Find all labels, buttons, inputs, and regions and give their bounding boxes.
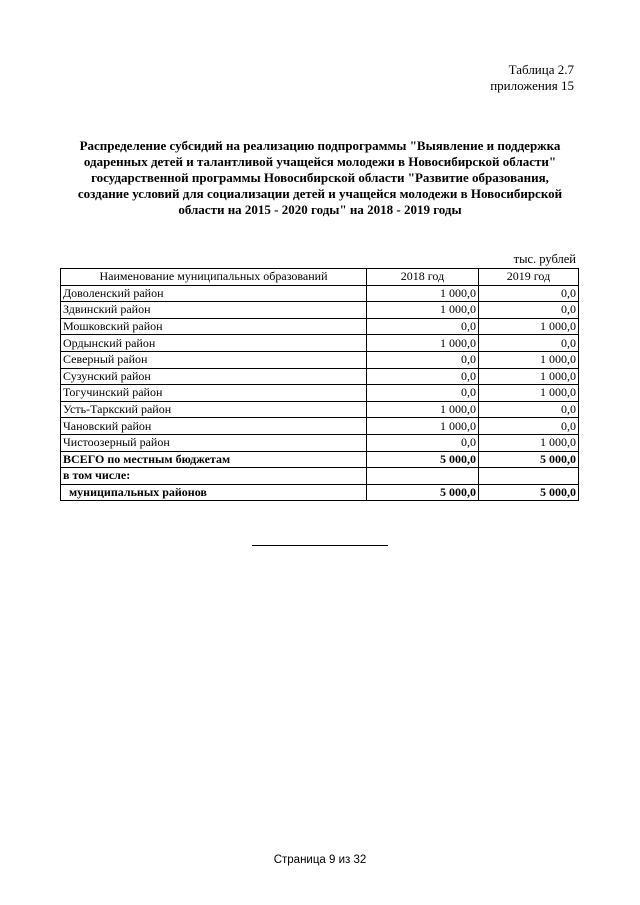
table-row bbox=[61, 351, 579, 368]
appendix-number: приложения 15 bbox=[490, 78, 574, 93]
value-2018: 0,0 bbox=[367, 351, 479, 368]
value-2018: 1 000,0 bbox=[367, 335, 479, 352]
value-2018: 1 000,0 bbox=[367, 401, 479, 418]
total-label: ВСЕГО по местным бюджетам bbox=[61, 451, 367, 468]
value-2018: 0,0 bbox=[367, 318, 479, 335]
table-row bbox=[61, 285, 579, 302]
column-header-2019: 2019 год bbox=[479, 269, 579, 286]
value-2019: 1 000,0 bbox=[479, 318, 579, 335]
subsidy-table bbox=[60, 268, 579, 501]
including-empty-2018 bbox=[367, 468, 479, 485]
page-number: Страница 9 из 32 bbox=[273, 854, 367, 866]
table-row bbox=[61, 368, 579, 385]
table-row bbox=[61, 401, 579, 418]
value-2019: 0,0 bbox=[479, 302, 579, 319]
table-header-row bbox=[61, 269, 579, 286]
value-2019: 0,0 bbox=[479, 285, 579, 302]
including-empty-2019 bbox=[479, 468, 579, 485]
divider-line bbox=[252, 545, 388, 546]
value-2018: 1 000,0 bbox=[367, 418, 479, 435]
table-row bbox=[61, 335, 579, 352]
table-row bbox=[61, 318, 579, 335]
value-2019: 1 000,0 bbox=[479, 434, 579, 451]
municipal-districts-label: муниципальных районов bbox=[61, 484, 367, 501]
municipal-districts-row bbox=[61, 484, 579, 501]
table-row bbox=[61, 385, 579, 402]
value-2018: 0,0 bbox=[367, 385, 479, 402]
value-2019: 1 000,0 bbox=[479, 385, 579, 402]
value-2019: 1 000,0 bbox=[479, 368, 579, 385]
municipality-name: Доволенский район bbox=[61, 285, 367, 302]
municipality-name: Здвинский район bbox=[61, 302, 367, 319]
column-header-2018: 2018 год bbox=[367, 269, 479, 286]
municipality-name: Чистоозерный район bbox=[61, 434, 367, 451]
value-2018: 1 000,0 bbox=[367, 285, 479, 302]
municipality-name: Усть-Таркский район bbox=[61, 401, 367, 418]
including-row bbox=[61, 468, 579, 485]
table-row bbox=[61, 434, 579, 451]
units-label: тыс. рублей bbox=[513, 252, 576, 266]
municipality-name: Чановский район bbox=[61, 418, 367, 435]
table-number: Таблица 2.7 bbox=[508, 62, 574, 77]
municipality-name: Мошковский район bbox=[61, 318, 367, 335]
table-reference bbox=[490, 62, 574, 94]
table-row bbox=[61, 302, 579, 319]
value-2019: 0,0 bbox=[479, 401, 579, 418]
value-2019: 1 000,0 bbox=[479, 351, 579, 368]
municipality-name: Тогучинский район bbox=[61, 385, 367, 402]
table-row bbox=[61, 418, 579, 435]
including-label: в том числе: bbox=[61, 468, 367, 485]
column-header-municipality: Наименование муниципальных образований bbox=[61, 269, 367, 286]
municipality-name: Северный район bbox=[61, 351, 367, 368]
municipality-name: Сузунский район bbox=[61, 368, 367, 385]
total-row bbox=[61, 451, 579, 468]
municipality-name: Ордынский район bbox=[61, 335, 367, 352]
total-2018: 5 000,0 bbox=[367, 451, 479, 468]
value-2018: 0,0 bbox=[367, 368, 479, 385]
total-2019: 5 000,0 bbox=[479, 451, 579, 468]
value-2018: 1 000,0 bbox=[367, 302, 479, 319]
municipal-districts-2019: 5 000,0 bbox=[479, 484, 579, 501]
value-2019: 0,0 bbox=[479, 335, 579, 352]
municipal-districts-2018: 5 000,0 bbox=[367, 484, 479, 501]
value-2018: 0,0 bbox=[367, 434, 479, 451]
value-2019: 0,0 bbox=[479, 418, 579, 435]
document-title: Распределение субсидий на реализацию подпрограммы "Выявление и поддержка одаренных детей и талантливой учащейся молодежи в Новосибирской области" государственной программы Новосибирской области "Развитие образования, создание условий для социализации детей и учащейся молодежи в Новосибирской области на 2015 - 2020 годы" на 2018 - 2019 годы bbox=[77, 138, 563, 217]
